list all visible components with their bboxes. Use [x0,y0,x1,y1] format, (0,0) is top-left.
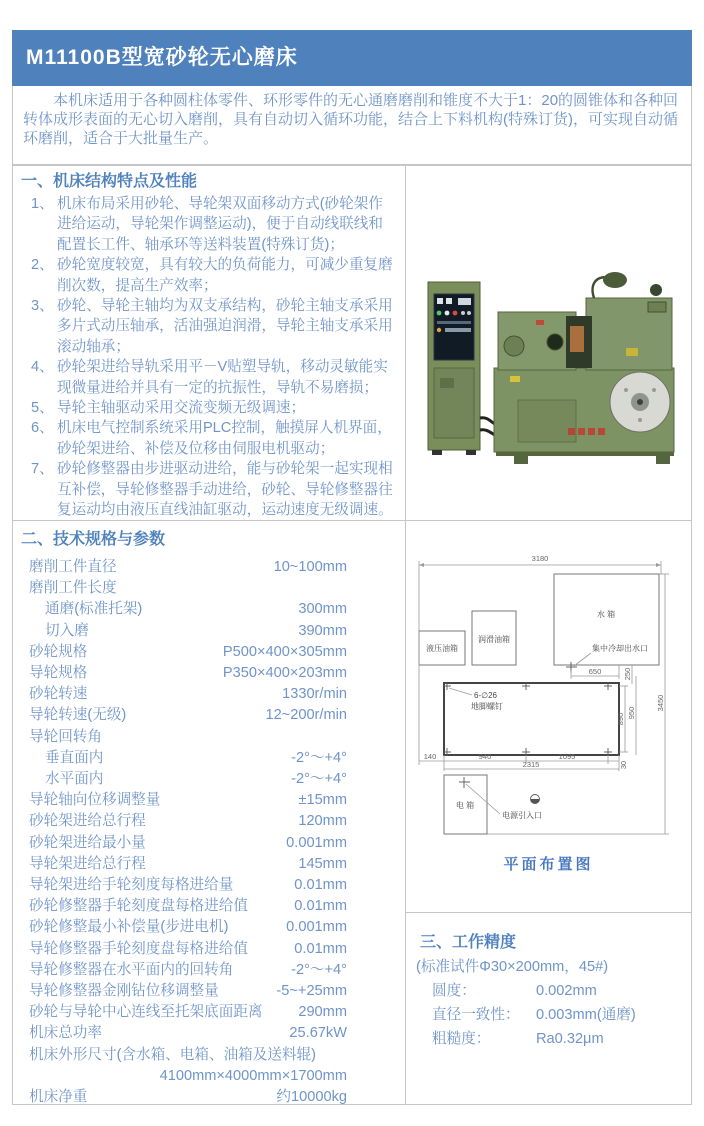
dim-total-height: 3450 [656,694,665,712]
spec-row [21,748,405,769]
spec-row [21,917,405,938]
feature-num: 3、 [31,298,54,315]
spec-table [21,557,405,1108]
dim-650: 650 [588,667,602,676]
dim-140: 140 [423,752,437,761]
water-tank-label: 水 箱 [596,610,616,619]
dim-950: 950 [627,706,636,720]
spec-value: 0.001mm [286,919,347,936]
spec-value [102,727,347,748]
spec-value: 290mm [298,1004,347,1021]
spec-label: 磨削工件直径 [29,559,117,575]
spec-label: 砂轮架进给总行程 [29,813,146,830]
accuracy-value: Ra0.32μm [536,1031,604,1047]
spec-row [21,939,405,960]
spec-label: 导轮架进给手轮刻度每格进给量 [29,877,234,894]
section-accuracy [405,912,692,1105]
spec-row [21,599,405,620]
section2-heading: 二、技术规格与参数 [21,531,166,548]
spec-row [21,981,405,1002]
spec-row [21,769,405,790]
dim-890: 890 [616,712,625,726]
spec-row [21,1045,405,1066]
spec-value: -5~+25mm [276,983,347,1000]
feature-num: 7、 [31,461,54,478]
spec-label: 导轮修整器在水平面内的回转角 [29,961,234,978]
feature-item [21,398,399,418]
spec-label: 垂直面内 [45,749,104,766]
dim-total-width: 3180 [531,554,549,563]
spec-label: 水平面内 [45,771,104,788]
spec-row [21,960,405,981]
feature-text: 导轮主轴驱动采用交流变频无级调速； [57,400,306,417]
spec-value: 10~100mm [273,559,347,575]
section-features [12,165,406,521]
machine-photo-cell [405,165,692,521]
dim-250: 250 [623,667,632,681]
spec-label: 砂轮规格 [29,643,88,660]
spec-row [21,1023,405,1044]
spec-value: P350×400×203mm [222,665,347,682]
spec-row [21,705,405,726]
electric-box-label: 电 箱 [455,801,475,810]
spec-value: -2°～+4° [291,771,347,788]
spec-row [21,621,405,642]
accuracy-row [420,1003,691,1027]
spec-row [21,557,405,578]
spec-value: 0.001mm [286,834,347,851]
spec-label: 砂轮与导轮中心连线至托架底面距离 [29,1004,263,1021]
spec-row [21,1066,405,1087]
floor-plan-cell [405,520,692,913]
spec-row [21,727,405,748]
spec-value: 120mm [298,813,347,830]
accuracy-row [420,979,691,1003]
spec-label: 通磨(标准托架) [45,601,143,618]
spec-label: 切入磨 [45,622,89,639]
spec-label: 导轮规格 [29,665,88,682]
machine-photo [418,250,680,478]
floor-plan-diagram [414,543,684,848]
spec-label: 砂轮修整最小补偿量(步进电机) [29,919,229,936]
accuracy-value: 0.002mm [536,983,597,999]
spec-value: 0.01mm [294,940,347,957]
spec-value: 25.67kW [289,1025,347,1042]
machine-body-graphic [494,272,674,464]
feature-item [21,357,399,398]
spec-value: 约10000kg [276,1089,347,1106]
section3-heading: 三、工作精度 [420,934,517,951]
spec-value: 4100mm×4000mm×1700mm [159,1067,347,1084]
spec-row [21,642,405,663]
intro-box [12,86,692,165]
accuracy-label: 圆度： [432,983,476,999]
feature-item [21,459,399,520]
feature-num: 2、 [31,257,54,274]
spec-label: 导轮修整器手轮刻度盘每格进给值 [29,940,248,957]
accuracy-row [420,1027,691,1051]
page-title: M11100B型宽砂轮无心磨床 [26,46,298,69]
spec-label: 导轮架进给总行程 [29,855,146,872]
accuracy-label: 直径一致性： [432,1007,520,1023]
spec-value: 390mm [298,622,347,639]
lube-tank-label: 润滑油箱 [478,635,510,644]
feature-num: 5、 [31,400,54,417]
feature-item [21,255,399,296]
spec-label: 机床净重 [29,1089,88,1106]
feature-item [21,296,399,357]
spec-label: 砂轮架进给最小量 [29,834,146,851]
spec-row [21,578,405,599]
feature-item [21,418,399,459]
feature-text: 砂轮、导轮主轴均为双支承结构，砂轮主轴支承采用多片式动压轴承，活油强迫润滑，导轮主轴支承采用滚动轴承； [57,298,393,355]
spec-label: 机床总功率 [29,1025,102,1042]
dim-30: 30 [619,760,628,770]
section1-heading: 一、机床结构特点及性能 [21,173,198,190]
spec-row [21,896,405,917]
accuracy-block [416,955,691,1051]
spec-value: P500×400×305mm [222,643,347,660]
page-title-bar [12,30,692,86]
spec-value: 300mm [298,601,347,618]
spec-row [21,790,405,811]
feature-list [21,194,399,521]
feature-text: 砂轮修整器由步进驱动进给，能与砂轮架一起实现相互补偿，导轮修整器手动进给，砂轮、导轮修整器往复运动均由液压直线油缸驱动，运动速度无级调速。 [57,461,393,519]
spec-value: 12~200r/min [265,707,347,724]
dim-1095: 1095 [558,752,576,761]
spec-value: 145mm [298,855,347,872]
spec-row [21,875,405,896]
accuracy-value: 0.003mm(通磨) [536,1007,636,1023]
spec-row [21,663,405,684]
bolts-label-2: 地脚螺钉 [471,702,503,711]
spec-value: 1330r/min [282,686,347,703]
feature-text: 砂轮宽度较宽，具有较大的负荷能力，可减少重复磨削次数，提高生产效率； [57,257,393,294]
spec-row [21,833,405,854]
accuracy-label: 粗糙度： [432,1031,491,1047]
spec-label: 磨削工件长度 [29,580,117,597]
spec-value: 0.01mm [294,898,347,915]
feature-text: 机床电气控制系统采用PLC控制，触摸屏人机界面，砂轮架进给、补偿及位移由伺服电机驱动； [57,420,392,457]
feature-text: 砂轮架进给导轨采用平－V贴塑导轨，移动灵敏能实现微量进给并具有一定的抗振性，导轨不易磨损； [57,359,388,396]
spec-label: 机床外形尺寸(含水箱、电箱、油箱及送料辊) [29,1046,317,1063]
spec-value: -2°～+4° [291,961,347,978]
cooling-outlet-label: 集中冷却出水口 [592,644,648,653]
spec-row [21,811,405,832]
control-cabinet-graphic [428,282,480,455]
spec-row [21,1002,405,1023]
diagram-caption: 平面布置图 [503,856,594,873]
dim-940: 940 [478,752,492,761]
dim-2315: 2315 [522,760,540,769]
spec-row [21,854,405,875]
hydraulic-tank-label: 液压油箱 [426,644,458,653]
drain-symbol [531,795,540,804]
feature-num: 4、 [31,359,54,376]
feature-num: 1、 [31,196,54,212]
spec-value: 0.01mm [294,877,347,894]
spec-value [316,1045,347,1066]
spec-label: 导轮回转角 [29,728,102,745]
spec-label: 导轮转速(无级) [29,707,127,724]
spec-label: 导轮修整器金刚钻位移调整量 [29,983,219,1000]
accuracy-note: (标准试件Φ30×200mm，45#) [416,959,609,975]
spec-value: -2°～+4° [291,749,347,766]
spec-label: 砂轮修整器手轮刻度盘每格进给值 [29,898,248,915]
spec-label: 砂轮转速 [29,686,88,703]
intro-text: 本机床适用于各种圆柱体零件、环形零件的无心通磨磨削和锥度不大于1：20的圆锥体和各种回转体成形表面的无心切入磨削，具有自动切入循环功能，结合上下料机构(特殊订货)，可实现自动循环磨削，适合于大批量生产。 [23,92,679,147]
feature-item [21,194,399,255]
feature-text: 机床布局采用砂轮、导轮架双面移动方式(砂轮架作进给运动，导轮架作调整运动)，便于自动线联线和配置长工件、轴承环等送料装置(特殊订货)； [57,196,383,253]
section-specs [12,520,406,1105]
power-inlet-label: 电源引入口 [502,811,542,820]
bolts-label-1: 6-∅26 [474,691,497,700]
spec-row [21,1087,405,1108]
spec-label: 导轮轴向位移调整量 [29,792,161,809]
spec-row [21,684,405,705]
feature-num: 6、 [31,420,54,437]
spec-value: ±15mm [298,792,347,809]
spec-value [117,578,347,599]
